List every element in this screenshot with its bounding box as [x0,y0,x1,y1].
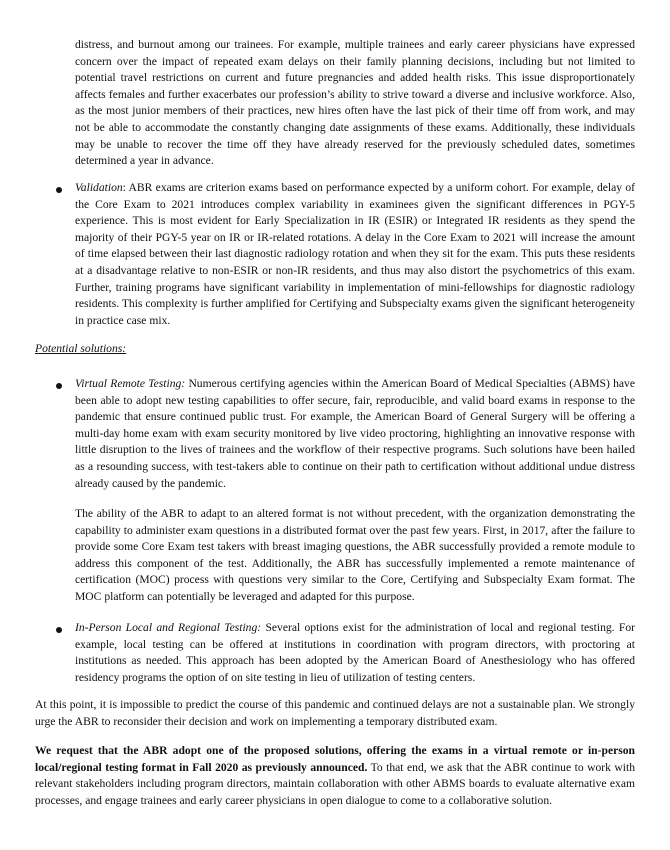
bullet-icon [56,383,62,389]
request-paragraph [35,743,635,809]
solutions-heading: Potential solutions: [35,342,127,355]
conclusion-paragraph [35,697,635,730]
in-person-term: In-Person Local and Regional Testing: [75,621,262,634]
validation-term: Validation [75,181,123,194]
validation-text: ABR exams are criterion exams based on performance expected by a uniform cohort. For example, delay of the Core Exam to 2021 introduces complex variability in examinees given the significant differences in PGY-5 experience. This is most evident for Early Specialization in IR (ESIR) or Integrated IR residents as they spend the majority of their PGY-5 year on IR or IR-related rotations. A delay in the Core Exam to 2021 will increase the amount of time elapsed between their last diagnostic radiology rotation and when they sit for the exam. This puts these residents at a disadvantage relative to non-ESIR or non-IR residents, and thus may also distort the psychometrics of this exam. Further, training programs have significant variability in implementation of mini-fellowships for diagnostic radiology residents. This complexity is further amplified for Certifying and Subspecialty exams given the significant heterogeneity in practice case mix. [75,181,636,327]
validation-separator: : [122,181,129,194]
request-bold-text: We request that the ABR adopt one of the proposed solutions, offering the exams in a virtual remote or in-person local/regional testing format in Fall 2020 as previously announced. [35,744,635,774]
virtual-remote-followup-text: The ability of the ABR to adapt to an altered format is not without precedent, with the organization demonstrating the capability to administer exam questions in a distributed format over the past few years. First, in 2017, after the failure to provide some Core Exam test takers with breast imaging questions, the ABR successfully provided a remote module to address this component of the test. Additionally, the ABR has successfully implemented a remote maintenance of certification (MOC) process with questions very similar to the Core, Certifying and Subspecialty Exam format. The MOC platform can potentially be leveraged and adapted for this purpose. [75,507,635,603]
virtual-remote-term: Virtual Remote Testing: [75,377,186,390]
in-person-bullet [75,620,635,686]
virtual-remote-bullet [75,376,635,492]
bullet-icon [56,627,62,633]
conclusion-text: At this point, it is impossible to predict the course of this pandemic and continued delays are not a sustainable plan. We strongly urge the ABR to reconsider their decision and work on implementing a temporary distributed exam. [35,698,635,728]
request-text: To that end, we ask that the ABR continue to work with relevant stakeholders including program directors, maintain collaboration with other ABMS boards to evaluate alternative exam processes, and engage trainees and early career physicians in open dialogue to come to a collaborative solution. [35,760,635,807]
bullet-icon [56,187,62,193]
in-person-text: Several options exist for the administration of local and regional testing. For example, local testing can be offered at institutions in coordination with program directors, with proctoring at institutions as needed. This approach has been adopted by the American Board of Anesthesiology who has offered residency programs the option of on site testing in lieu of utilization of testing centers. [75,621,635,684]
virtual-remote-text: Numerous certifying agencies within the American Board of Medical Specialties (ABMS) have been able to adopt new testing capabilities to offer secure, fair, reproducible, and valid board exams in response to the pandemic that ensure continued public trust. For example, the American Board of General Surgery will be offering a multi-day home exam with exam security monitored by live video proctoring, highlighting an innovative response with little disruption to the lives of trainees and the workflow of their respective programs. Such solutions have been hailed as a resounding success, with test-takers able to continue on their path to certification without additional undue distress already caused by the pandemic. [75,377,635,490]
continuation-paragraph [75,37,635,170]
validation-bullet [75,180,635,329]
virtual-remote-followup [75,506,635,606]
continuation-text: distress, and burnout among our trainees. For example, multiple trainees and early career physicians have expressed concern over the impact of repeated exam delays on their family planning decisions, including but not limited to potential travel restrictions on current and future pregnancies and added health risks. This issue disproportionately affects females and further exacerbates our profession’s ability to strive toward a diverse and inclusive workforce. Also, as the most junior members of their practices, new hires often have the last pick of their time off from work, and may not be able to accommodate the constantly changing date assignments of these exams. Additionally, these individuals may be unable to recover the time off they have already reserved for the previously scheduled dates, sometimes determined a year in advance. [75,38,635,168]
